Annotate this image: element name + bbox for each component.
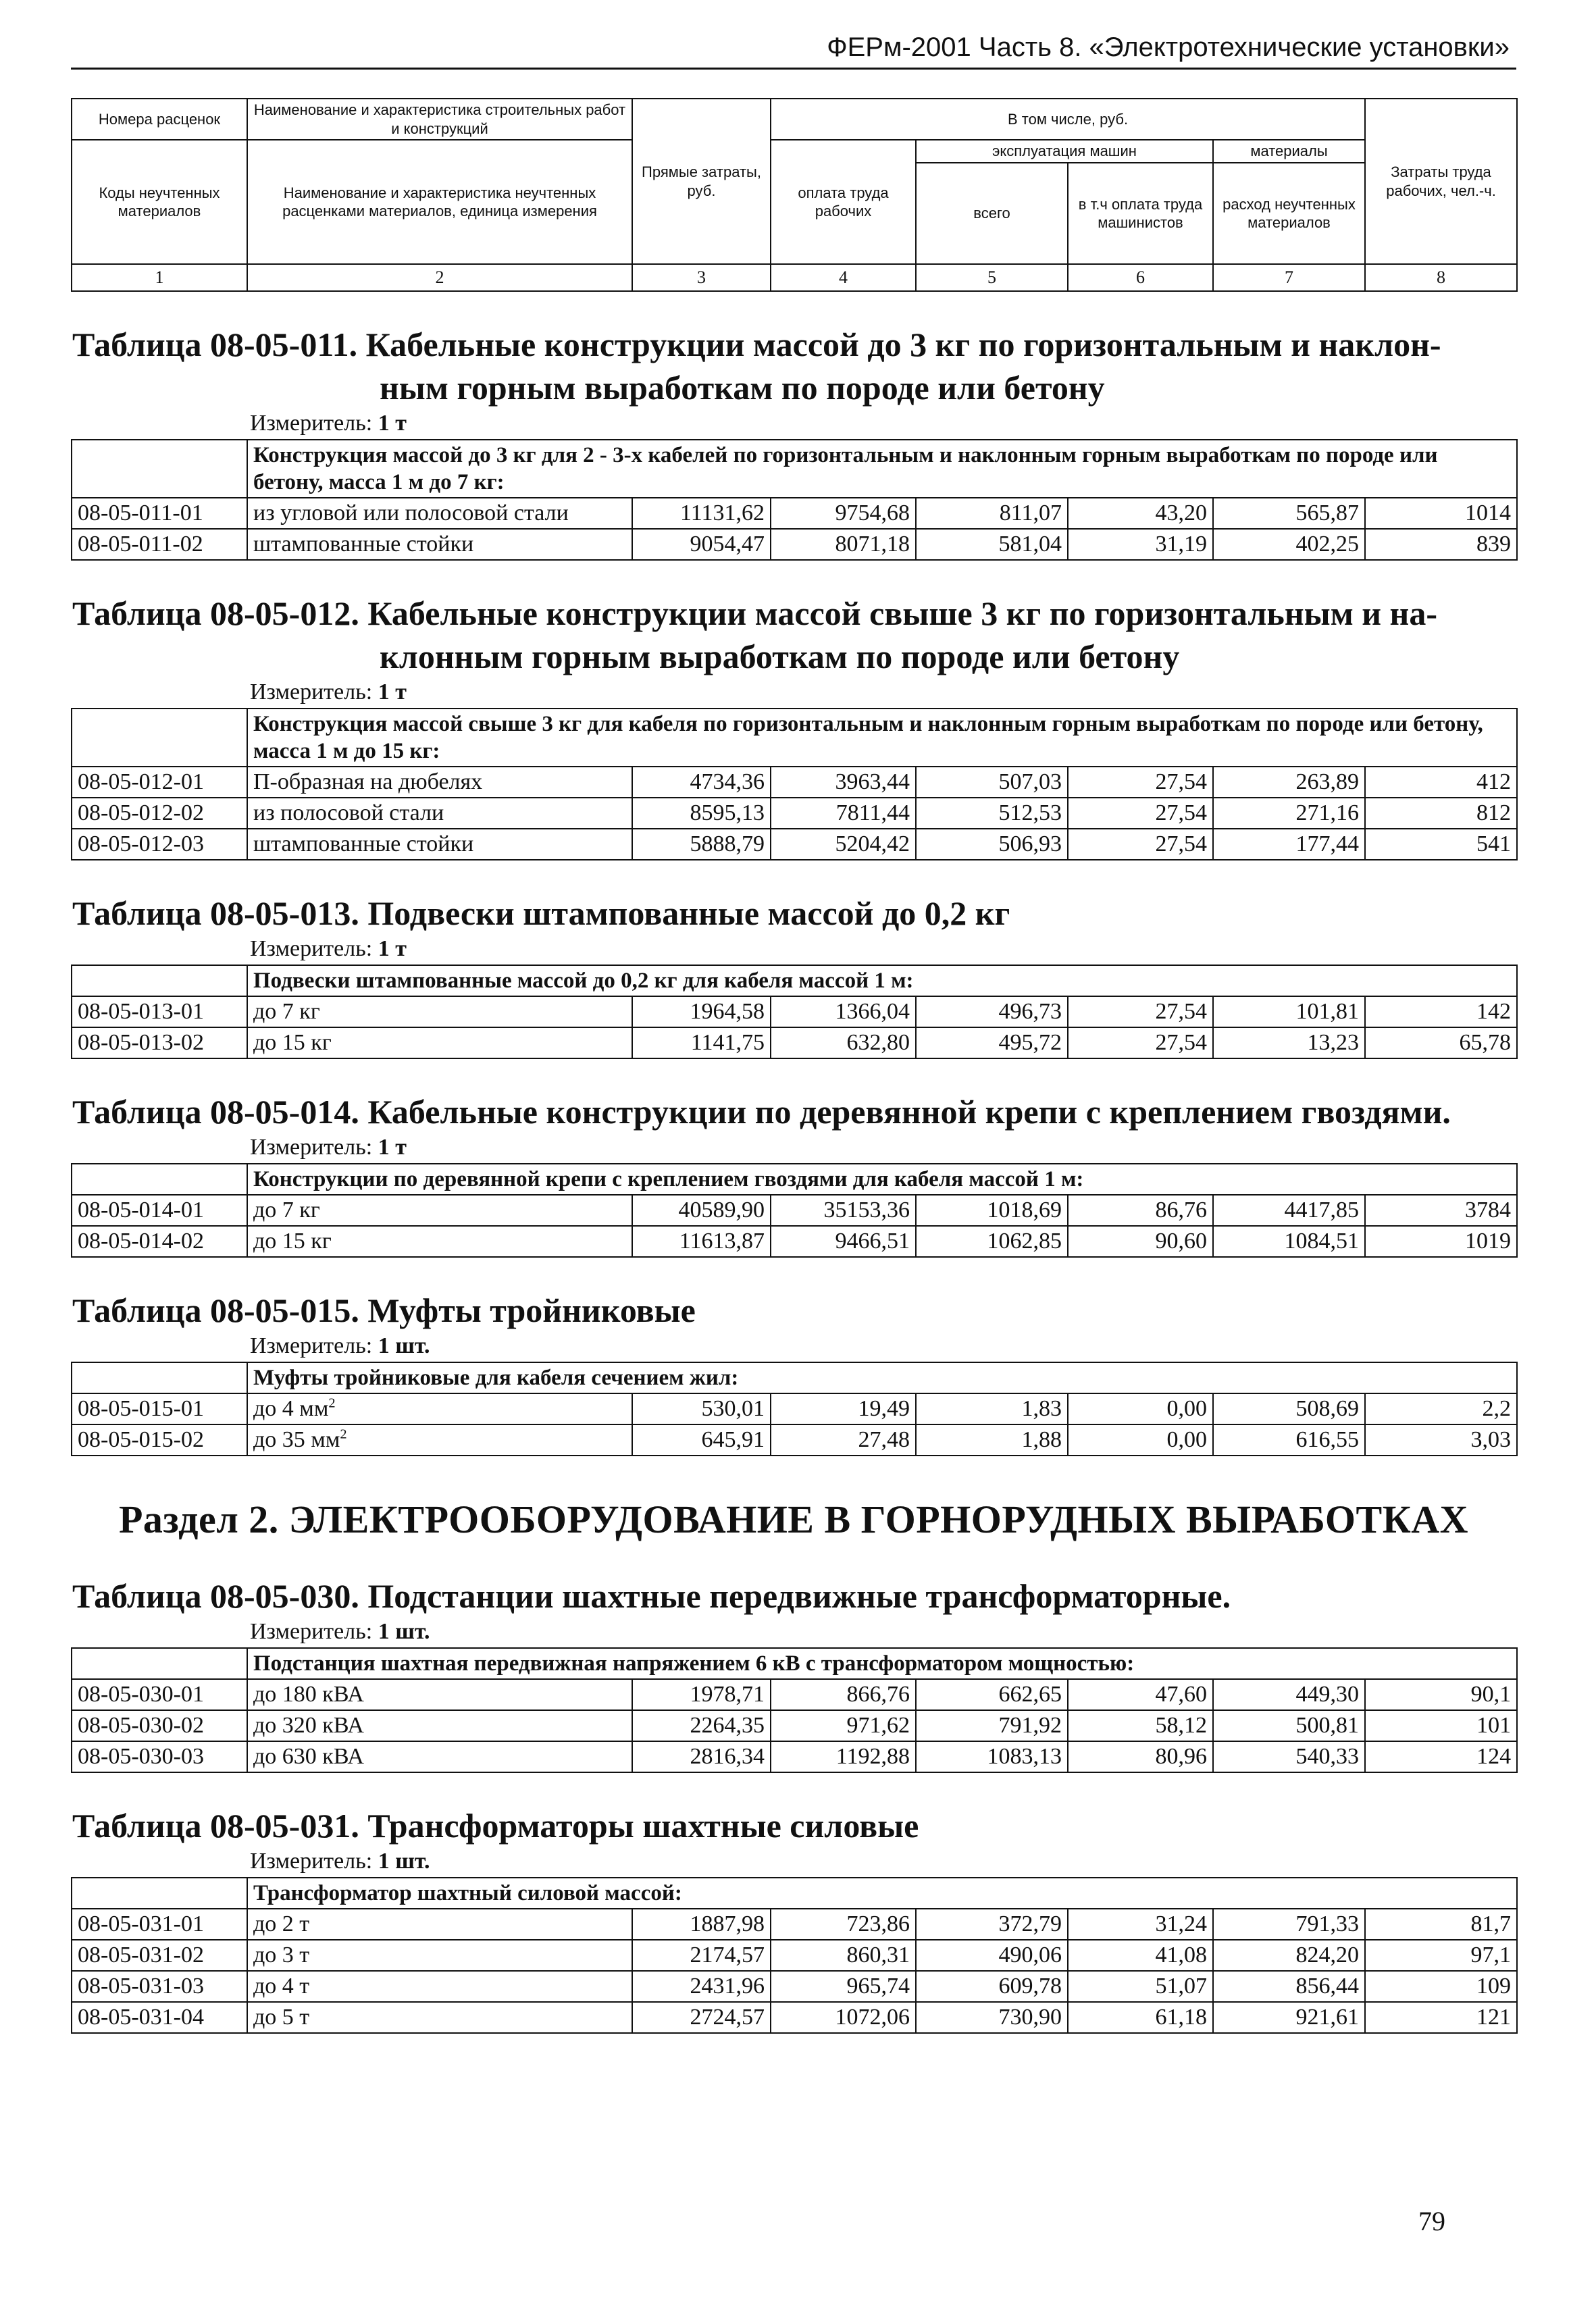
table-title [71,1090,1516,1133]
table-title-text: Таблица 08-05-013. Подвески штампованные массой до 0,2 кг [72,894,1010,932]
labor-hours: 3,03 [1365,1424,1517,1456]
labor-hours: 81,7 [1365,1909,1517,1940]
unit-label: Измеритель: [250,1619,373,1644]
header-machine-operation: эксплуатация машин [916,140,1213,163]
direct-costs: 1141,75 [632,1027,771,1058]
work-description-text: до 7 кг [253,999,320,1024]
column-number: 3 [632,264,771,291]
column-number: 8 [1365,264,1517,291]
table-row [72,1971,1517,2002]
unit-value: 1 т [378,679,407,704]
unit-of-measure [71,1847,1516,1877]
rate-table-block [71,592,1516,860]
work-description-text: до 4 т [253,1974,310,1999]
machinist-pay: 80,96 [1068,1741,1213,1772]
unit-of-measure [71,1332,1516,1362]
column-number: 7 [1213,264,1365,291]
machinist-pay: 61,18 [1068,2002,1213,2033]
labor-hours: 90,1 [1365,1679,1517,1710]
work-description-text: до 2 т [253,1911,310,1936]
column-header-table [71,98,1518,292]
worker-pay: 8071,18 [771,529,916,560]
machinist-pay: 86,76 [1068,1195,1213,1226]
table-title-text: Таблица 08-05-030. Подстанции шахтные передвижные трансформаторные. [72,1577,1231,1615]
unit-of-measure [71,409,1516,439]
group-heading-spacer [72,440,247,498]
table-row [72,1940,1517,1971]
unit-of-measure [71,1618,1516,1647]
worker-pay: 3963,44 [771,767,916,798]
group-heading: Конструкция массой до 3 кг для 2 - 3-х кабелей по горизонтальным и наклонным горным выработкам по породе или бетону, масса 1 м до 7 кг: [247,440,1517,498]
rate-table-block [71,323,1516,561]
table-title-text: Таблица 08-05-014. Кабельные конструкции по деревянной крепи с креплением гвоздями. [72,1093,1451,1131]
direct-costs: 1887,98 [632,1909,771,1940]
materials-cost: 402,25 [1213,529,1365,560]
work-description [247,1909,632,1940]
labor-hours: 541 [1365,829,1517,860]
machinist-pay: 27,54 [1068,798,1213,829]
work-description-text: до 3 т [253,1943,310,1968]
unit-value: 1 шт. [378,1849,430,1874]
work-description [247,2002,632,2033]
work-description-text: до 320 кВА [253,1713,364,1738]
machine-total: 791,92 [916,1710,1068,1741]
direct-costs: 5888,79 [632,829,771,860]
column-number: 5 [916,264,1068,291]
rate-code: 08-05-012-03 [72,829,247,860]
worker-pay: 860,31 [771,1940,916,1971]
labor-hours: 2,2 [1365,1393,1517,1424]
superscript: 2 [340,1426,347,1442]
table-row [72,829,1517,860]
work-description [247,767,632,798]
worker-pay: 9754,68 [771,498,916,529]
direct-costs: 2724,57 [632,2002,771,2033]
table-row [72,498,1517,529]
work-description [247,996,632,1027]
rate-table [71,439,1518,561]
machine-total: 506,93 [916,829,1068,860]
rate-table [71,1163,1518,1258]
worker-pay: 35153,36 [771,1195,916,1226]
table-row [72,2002,1517,2033]
header-direct-costs: Прямые затраты, руб. [632,99,771,264]
materials-cost: 177,44 [1213,829,1365,860]
header-material-codes: Коды неучтенных материалов [72,140,247,264]
materials-cost: 921,61 [1213,2002,1365,2033]
worker-pay: 5204,42 [771,829,916,860]
machine-total: 1062,85 [916,1226,1068,1257]
labor-hours: 97,1 [1365,1940,1517,1971]
rate-code: 08-05-031-03 [72,1971,247,2002]
machine-total: 609,78 [916,1971,1068,2002]
work-description-text: из угловой или полосовой стали [253,500,569,525]
machine-total: 372,79 [916,1909,1068,1940]
machine-total: 495,72 [916,1027,1068,1058]
machine-total: 1083,13 [916,1741,1068,1772]
work-description-text: П-образная на дюбелях [253,769,483,794]
direct-costs: 2174,57 [632,1940,771,1971]
table-row [72,1393,1517,1424]
work-description [247,1940,632,1971]
tables-section-1 [71,323,1516,1456]
rate-code: 08-05-014-01 [72,1195,247,1226]
rate-code: 08-05-031-02 [72,1940,247,1971]
page-number: 79 [1418,2206,1445,2236]
unit-value: 1 т [378,1135,407,1160]
direct-costs: 1964,58 [632,996,771,1027]
machinist-pay: 47,60 [1068,1679,1213,1710]
machine-total: 507,03 [916,767,1068,798]
rate-table-block [71,892,1516,1059]
unit-value: 1 т [378,411,407,436]
materials-cost: 791,33 [1213,1909,1365,1940]
labor-hours: 839 [1365,529,1517,560]
group-heading-row [72,709,1517,767]
work-description-text: до 5 т [253,2005,310,2030]
direct-costs: 8595,13 [632,798,771,829]
worker-pay: 7811,44 [771,798,916,829]
direct-costs: 2431,96 [632,1971,771,2002]
unit-value: 1 т [378,936,407,961]
column-number: 2 [247,264,632,291]
worker-pay: 1366,04 [771,996,916,1027]
header-rate-numbers: Номера расценок [72,99,247,140]
header-work-name: Наименование и характеристика строительных работ и конструкций [247,99,632,140]
machine-total: 1,83 [916,1393,1068,1424]
unit-label: Измеритель: [250,1849,373,1874]
table-title [71,1804,1516,1847]
document-page [71,27,1516,2034]
materials-cost: 13,23 [1213,1027,1365,1058]
unit-label: Измеритель: [250,1333,373,1358]
machinist-pay: 0,00 [1068,1424,1213,1456]
table-row [72,767,1517,798]
group-heading-spacer [72,1164,247,1195]
machinist-pay: 41,08 [1068,1940,1213,1971]
header-material-usage: расход неучтенных материалов [1213,163,1365,264]
direct-costs: 11613,87 [632,1226,771,1257]
work-description [247,498,632,529]
header-machine-total: всего [916,163,1068,264]
table-title-text: Таблица 08-05-012. Кабельные конструкции массой свыше 3 кг по горизонтальным и на- [72,594,1438,632]
machine-total: 581,04 [916,529,1068,560]
column-number: 6 [1068,264,1213,291]
machine-total: 490,06 [916,1940,1068,1971]
work-description-text: до 35 мм [253,1427,340,1452]
table-row [72,529,1517,560]
work-description [247,1971,632,2002]
direct-costs: 530,01 [632,1393,771,1424]
rate-code: 08-05-012-01 [72,767,247,798]
labor-hours: 109 [1365,1971,1517,2002]
table-title [71,323,1516,409]
group-heading: Трансформатор шахтный силовой массой: [247,1878,1517,1909]
table-title-text: Таблица 08-05-015. Муфты тройниковые [72,1291,696,1329]
unit-of-measure [71,935,1516,965]
work-description-text: из полосовой стали [253,800,444,825]
labor-hours: 142 [1365,996,1517,1027]
machinist-pay: 51,07 [1068,1971,1213,2002]
group-heading-spacer [72,1362,247,1393]
table-row [72,1195,1517,1226]
work-description-text: до 630 кВА [253,1744,364,1769]
worker-pay: 1072,06 [771,2002,916,2033]
machinist-pay: 58,12 [1068,1710,1213,1741]
worker-pay: 632,80 [771,1027,916,1058]
machinist-pay: 27,54 [1068,1027,1213,1058]
unit-label: Измеритель: [250,679,373,704]
unit-of-measure [71,1133,1516,1163]
work-description-text: штампованные стойки [253,831,474,856]
unit-value: 1 шт. [378,1333,430,1358]
materials-cost: 540,33 [1213,1741,1365,1772]
labor-hours: 3784 [1365,1195,1517,1226]
unit-value: 1 шт. [378,1619,430,1644]
rate-table-block [71,1574,1516,1773]
group-heading-row [72,1362,1517,1393]
direct-costs: 645,91 [632,1424,771,1456]
group-heading: Муфты тройниковые для кабеля сечением жил: [247,1362,1517,1393]
rate-table [71,708,1518,860]
work-description [247,1195,632,1226]
machine-total: 1,88 [916,1424,1068,1456]
machine-total: 512,53 [916,798,1068,829]
rate-table [71,1647,1518,1773]
worker-pay: 971,62 [771,1710,916,1741]
tables-section-2 [71,1574,1516,2034]
rate-code: 08-05-013-02 [72,1027,247,1058]
labor-hours: 121 [1365,2002,1517,2033]
labor-hours: 65,78 [1365,1027,1517,1058]
header-materials: материалы [1213,140,1365,163]
direct-costs: 11131,62 [632,498,771,529]
rate-code: 08-05-015-02 [72,1424,247,1456]
labor-hours: 124 [1365,1741,1517,1772]
worker-pay: 19,49 [771,1393,916,1424]
header-machinist-pay: в т.ч оплата труда машинистов [1068,163,1213,264]
materials-cost: 271,16 [1213,798,1365,829]
labor-hours: 812 [1365,798,1517,829]
rate-code: 08-05-030-02 [72,1710,247,1741]
materials-cost: 263,89 [1213,767,1365,798]
column-number: 1 [72,264,247,291]
table-title-continuation: клонным горным выработкам по породе или бетону [380,638,1180,675]
work-description-text: до 180 кВА [253,1682,364,1707]
table-title-text: Таблица 08-05-011. Кабельные конструкции массой до 3 кг по горизонтальным и наклон- [72,326,1441,363]
group-heading-spacer [72,709,247,767]
table-row [72,1741,1517,1772]
machine-total: 730,90 [916,2002,1068,2033]
labor-hours: 101 [1365,1710,1517,1741]
machine-total: 662,65 [916,1679,1068,1710]
table-title-text: Таблица 08-05-031. Трансформаторы шахтные силовые [72,1807,919,1845]
work-description [247,829,632,860]
table-title [71,1574,1516,1618]
machinist-pay: 27,54 [1068,829,1213,860]
worker-pay: 1192,88 [771,1741,916,1772]
part-title: Раздел 2. ЭЛЕКТРООБОРУДОВАНИЕ В ГОРНОРУДНЫХ ВЫРАБОТКАХ [118,1497,1469,1541]
worker-pay: 9466,51 [771,1226,916,1257]
direct-costs: 4734,36 [632,767,771,798]
group-heading-spacer [72,1648,247,1679]
labor-hours: 1019 [1365,1226,1517,1257]
materials-cost: 1084,51 [1213,1226,1365,1257]
table-row [72,1710,1517,1741]
table-row [72,1909,1517,1940]
header-including: В том числе, руб. [771,99,1365,140]
materials-cost: 500,81 [1213,1710,1365,1741]
rate-code: 08-05-012-02 [72,798,247,829]
work-description [247,1424,632,1456]
rate-code: 08-05-031-04 [72,2002,247,2033]
worker-pay: 866,76 [771,1679,916,1710]
running-head: ФЕРм-2001 Часть 8. «Электротехнические установки» [71,27,1516,70]
work-description-text: штампованные стойки [253,532,474,557]
worker-pay: 723,86 [771,1909,916,1940]
machinist-pay: 31,19 [1068,529,1213,560]
materials-cost: 449,30 [1213,1679,1365,1710]
work-description [247,1710,632,1741]
rate-code: 08-05-013-01 [72,996,247,1027]
worker-pay: 965,74 [771,1971,916,2002]
machinist-pay: 90,60 [1068,1226,1213,1257]
unit-label: Измеритель: [250,411,373,436]
materials-cost: 565,87 [1213,498,1365,529]
work-description [247,1027,632,1058]
rate-code: 08-05-030-03 [72,1741,247,1772]
rate-table-block [71,1804,1516,2034]
labor-hours: 412 [1365,767,1517,798]
unit-label: Измеритель: [250,1135,373,1160]
work-description [247,529,632,560]
header-worker-pay: оплата труда рабочих [771,140,916,264]
materials-cost: 616,55 [1213,1424,1365,1456]
materials-cost: 508,69 [1213,1393,1365,1424]
group-heading: Конструкции по деревянной крепи с креплением гвоздями для кабеля массой 1 м: [247,1164,1517,1195]
work-description [247,1226,632,1257]
header-material-name: Наименование и характеристика неучтенных расценками материалов, единица измерения [247,140,632,264]
machinist-pay: 0,00 [1068,1393,1213,1424]
group-heading: Подстанция шахтная передвижная напряжением 6 кВ с трансформатором мощностью: [247,1648,1517,1679]
unit-label: Измеритель: [250,936,373,961]
materials-cost: 856,44 [1213,1971,1365,2002]
machine-total: 496,73 [916,996,1068,1027]
work-description-text: до 4 мм [253,1396,329,1421]
rate-table [71,1362,1518,1456]
table-title [71,892,1516,935]
rate-code: 08-05-015-01 [72,1393,247,1424]
materials-cost: 101,81 [1213,996,1365,1027]
materials-cost: 4417,85 [1213,1195,1365,1226]
table-row [72,996,1517,1027]
group-heading-row [72,1164,1517,1195]
work-description [247,1741,632,1772]
group-heading: Подвески штампованные массой до 0,2 кг для кабеля массой 1 м: [247,965,1517,996]
table-row [72,798,1517,829]
superscript: 2 [328,1395,336,1411]
direct-costs: 2264,35 [632,1710,771,1741]
direct-costs: 1978,71 [632,1679,771,1710]
direct-costs: 2816,34 [632,1741,771,1772]
rate-table [71,1877,1518,2034]
work-description-text: до 15 кг [253,1229,332,1254]
group-heading-row [72,440,1517,498]
table-title [71,592,1516,678]
table-title [71,1289,1516,1332]
table-row [72,1679,1517,1710]
header-labor-hours: Затраты труда рабочих, чел.-ч. [1365,99,1517,264]
machine-total: 1018,69 [916,1195,1068,1226]
group-heading-spacer [72,965,247,996]
work-description-text: до 7 кг [253,1198,320,1223]
machinist-pay: 27,54 [1068,996,1213,1027]
machinist-pay: 31,24 [1068,1909,1213,1940]
work-description [247,1679,632,1710]
rate-table-block [71,1090,1516,1258]
group-heading-spacer [72,1878,247,1909]
rate-code: 08-05-031-01 [72,1909,247,1940]
group-heading-row [72,1878,1517,1909]
table-row [72,1424,1517,1456]
materials-cost: 824,20 [1213,1940,1365,1971]
table-row [72,1027,1517,1058]
rate-code: 08-05-011-02 [72,529,247,560]
work-description [247,1393,632,1424]
group-heading-row [72,1648,1517,1679]
work-description [247,798,632,829]
rate-table [71,965,1518,1059]
column-number: 4 [771,264,916,291]
work-description-text: до 15 кг [253,1030,332,1055]
machine-total: 811,07 [916,498,1068,529]
group-heading-row [72,965,1517,996]
direct-costs: 40589,90 [632,1195,771,1226]
labor-hours: 1014 [1365,498,1517,529]
direct-costs: 9054,47 [632,529,771,560]
machinist-pay: 43,20 [1068,498,1213,529]
table-title-continuation: ным горным выработкам по породе или бетону [380,369,1105,407]
rate-code: 08-05-011-01 [72,498,247,529]
machinist-pay: 27,54 [1068,767,1213,798]
rate-code: 08-05-014-02 [72,1226,247,1257]
worker-pay: 27,48 [771,1424,916,1456]
rate-code: 08-05-030-01 [72,1679,247,1710]
rate-table-block [71,1289,1516,1456]
unit-of-measure [71,678,1516,708]
table-row [72,1226,1517,1257]
group-heading: Конструкция массой свыше 3 кг для кабеля по горизонтальным и наклонным горным выработкам по породе или бетону, масса 1 м до 15 кг: [247,709,1517,767]
